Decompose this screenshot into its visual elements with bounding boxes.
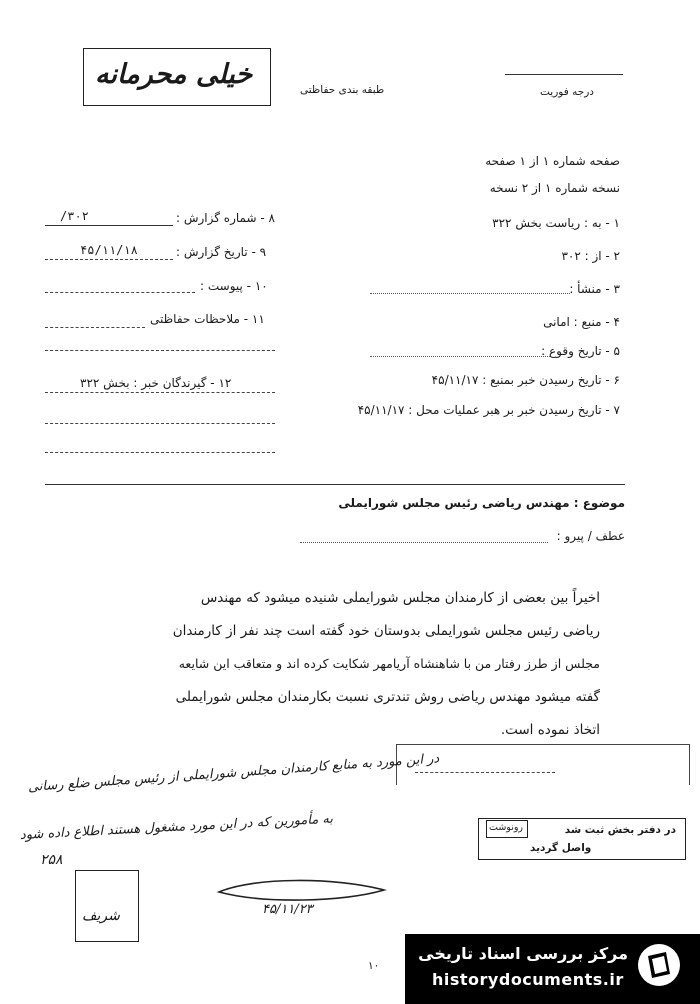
registration-stamp-text: در دفتر بخش ثبت شد (564, 824, 676, 836)
report-date-value: ۴۵/۱۱/۱۸ (80, 243, 138, 257)
bottom-number: ۱۰ (368, 960, 380, 972)
to-field: ۱ - به : ریاست بخش ۳۲۲ (492, 216, 620, 230)
event-date-field: ۵ - تاریخ وقوع : (541, 344, 620, 358)
reference-field: عطف / پیرو : (556, 529, 625, 543)
classification-handwritten: خیلی محرمانه (95, 59, 253, 90)
recipients-label: ۱۲ - گیرندگان خبر : بخش ۳۲۲ (80, 376, 232, 390)
subject-field: موضوع : مهندس ریاضی رئیس مجلس شورایملی (338, 496, 625, 510)
annotation-dash-line (415, 772, 555, 773)
copy-number-label: نسخه شماره ۱ از ۲ نسخه (489, 181, 620, 195)
report-number-value: ۳۰۲/ (60, 209, 89, 223)
handwritten-number: ۲۵۸ (40, 852, 63, 868)
reference-line (300, 542, 548, 543)
notes-line-1 (45, 327, 145, 328)
body-line-4: گفته میشود مهندس ریاضی روش تندتری نسبت بکارمندان مجلس شورایملی (175, 689, 600, 705)
body-line-5: اتخاذ نموده است. (500, 722, 600, 738)
report-number-label: ۸ - شماره گزارش : (176, 211, 275, 225)
handwritten-note-line-2: به مأمورین که در این مورد مشغول هستند اطلاع داده شود (19, 811, 334, 843)
notes-line-2 (45, 350, 275, 351)
classification-label: طبقه بندی حفاظتی (300, 84, 385, 96)
urgency-label: درجه فوریت (540, 86, 594, 98)
report-number-line (45, 225, 173, 226)
urgency-underline (505, 74, 623, 75)
page-number-label: صفحه شماره ۱ از ۱ صفحه (485, 154, 620, 168)
body-line-2: ریاضی رئیس مجلس شورایملی بدوستان خود گفته است چند نفر از کارمندان (172, 623, 600, 639)
section-separator (45, 484, 625, 485)
origin-field: ۳ - منشأ : (569, 282, 620, 296)
body-line-1: اخیراً بین بعضی از کارمندان مجلس شورایملی شنیده میشود که مهندس (200, 590, 600, 606)
event-date-line (370, 356, 550, 357)
name-stamp (75, 870, 139, 942)
signature-date: ۴۵/۱۱/۲۳ (262, 902, 313, 917)
annotation-frame (396, 744, 690, 785)
report-date-line (45, 259, 173, 260)
report-date-label: ۹ - تاریخ گزارش : (176, 245, 267, 259)
ops-received-date-field: ۷ - تاریخ رسیدن خبر بر هبر عملیات محل : ۴۵/۱۱/۱۷ (357, 403, 620, 417)
attachment-label: ۱۰ - پیوست : (200, 279, 268, 293)
watermark-url: historydocuments.ir (432, 970, 624, 989)
security-notes-label: ۱۱ - ملاحظات حفاظتی (150, 312, 265, 326)
body-line-3: مجلس از طرز رفتار من با شاهنشاه آریامهر شکایت کرده اند و متعاقب این شایعه (178, 656, 600, 671)
blank-line-1 (45, 423, 275, 424)
recipients-line (45, 392, 275, 393)
registration-stamp-received: واصل گردید (530, 842, 592, 854)
attachment-line (45, 292, 195, 293)
origin-line (370, 293, 570, 294)
watermark-logo-icon (636, 942, 682, 988)
received-date-field: ۶ - تاریخ رسیدن خبر بمنبع : ۴۵/۱۱/۱۷ (431, 373, 620, 387)
source-field: ۴ - منبع : امانی (543, 315, 620, 329)
blank-line-2 (45, 452, 275, 453)
from-field: ۲ - از : ۳۰۲ (561, 249, 620, 263)
watermark-title: مرکز بررسی اسناد تاریخی (418, 944, 628, 963)
copy-stamp-label: رونوشت (489, 822, 524, 833)
name-stamp-text: شریف (82, 908, 120, 924)
handwritten-note-line-1: در این مورد به منابع کارمندان مجلس شورایملی از رئیس مجلس ضلع رسانی (27, 751, 440, 795)
